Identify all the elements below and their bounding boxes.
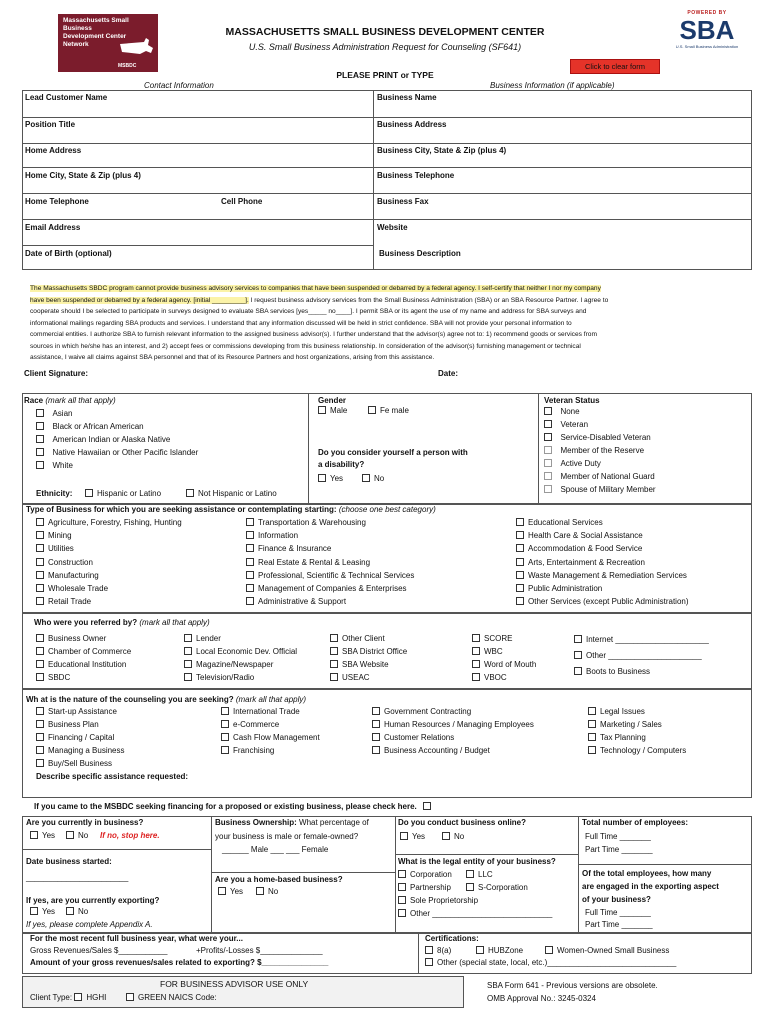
- checkbox-icon[interactable]: [221, 720, 229, 728]
- checkbox-icon[interactable]: [36, 746, 44, 754]
- biztype-c-1-checkbox[interactable]: Health Care & Social Assistance: [516, 531, 643, 540]
- full-time-field[interactable]: Full Time _______: [585, 832, 651, 841]
- checkbox-icon[interactable]: [36, 759, 44, 767]
- biztype-c-6-checkbox[interactable]: Other Services (except Public Administration): [516, 597, 689, 606]
- describe-assistance-label: Describe specific assistance requested:: [36, 772, 189, 781]
- part-time-field[interactable]: Part Time _______: [585, 845, 653, 854]
- home-based-no-checkbox[interactable]: No: [256, 887, 278, 896]
- biztype-b-1-checkbox[interactable]: Information: [246, 531, 298, 540]
- checkbox-icon[interactable]: [36, 597, 44, 605]
- checkbox-icon[interactable]: [246, 518, 254, 526]
- biz-desc-field[interactable]: Business Description: [379, 249, 461, 258]
- referral-b-0-checkbox[interactable]: Lender: [184, 634, 221, 643]
- checkbox-icon[interactable]: [574, 667, 582, 675]
- checkbox-icon[interactable]: [36, 673, 44, 681]
- biztype-a-5-checkbox[interactable]: Wholesale Trade: [36, 584, 108, 593]
- checkbox-icon[interactable]: [184, 634, 192, 642]
- checkbox-icon[interactable]: [372, 720, 380, 728]
- counsel-d-1-checkbox[interactable]: Marketing / Sales: [588, 720, 662, 729]
- biztype-c-2-checkbox[interactable]: Accommodation & Food Service: [516, 544, 642, 553]
- checkbox-icon[interactable]: [184, 647, 192, 655]
- biztype-b-6-checkbox[interactable]: Administrative & Support: [246, 597, 346, 606]
- cert-wosb-checkbox[interactable]: Women-Owned Small Business: [545, 946, 669, 955]
- omb-number: OMB Approval No.: 3245-0324: [487, 994, 596, 1003]
- counseling-box: [22, 688, 752, 798]
- referral-c-2-checkbox[interactable]: SBA Website: [330, 660, 389, 669]
- partnership-checkbox[interactable]: Partnership: [398, 883, 451, 892]
- biztype-c-4-checkbox[interactable]: Waste Management & Remediation Services: [516, 571, 687, 580]
- certification-statement: The Massachusetts SBDC program cannot provide business advisory services to companies that have been suspended or debarred by a federal agency. I self-certify that neither I nor my company have been suspended or debarred by a federal agency. [initial _________]. I request business advisory services from the Small Business Administration (SBA) or an SBA Resource Partner. I agree to cooperate should I be selected to participate in surveys designed to evaluate SBA services [yes_____ no____]. I permit SBA or its agent the use of my name and address for SBA surveys and informational mailings regarding SBA products and services. I understand that any information discussed will be held in strict confidence. SBA will not provide your personal information to commercial entities. I authorize SBA to furnish relevant information to the assigned business advisor(s). I further understand that the advisor(s) agree not to: 1) recommend goods or services from sources in which he/she has an interest, and 2) accept fees or commissions developing from this business relationship. In consideration of the advisor(s) furnishing management or technical assistance, I waive all claims against SBA personnel and that of its Resource Partners and host organizations, arising from this assistance.: [30, 285, 609, 361]
- checkbox-icon[interactable]: [574, 635, 582, 643]
- other-entity-checkbox[interactable]: Other ___________________________: [398, 909, 552, 918]
- not-hispanic-checkbox[interactable]: Not Hispanic or Latino: [186, 489, 277, 498]
- cert-8a-checkbox[interactable]: 8(a): [425, 946, 451, 955]
- referral-e-1-checkbox[interactable]: Other _____________________: [574, 651, 702, 660]
- counsel-b-2-checkbox[interactable]: Cash Flow Management: [221, 733, 320, 742]
- biztype-a-4-checkbox[interactable]: Manufacturing: [36, 571, 99, 580]
- page-title: MASSACHUSETTS SMALL BUSINESS DEVELOPMENT CENTER: [225, 26, 545, 38]
- biztype-a-6-checkbox[interactable]: Retail Trade: [36, 597, 91, 606]
- hispanic-checkbox[interactable]: Hispanic or Latino: [85, 489, 161, 498]
- biztype-a-3-checkbox[interactable]: Construction: [36, 558, 93, 567]
- spouse-checkbox[interactable]: Spouse of Military Member: [544, 485, 656, 494]
- counsel-d-2-checkbox[interactable]: Tax Planning: [588, 733, 646, 742]
- checkbox-icon[interactable]: [36, 558, 44, 566]
- checkbox-icon[interactable]: [472, 647, 480, 655]
- checkbox-icon[interactable]: [516, 597, 524, 605]
- biztype-a-1-checkbox[interactable]: Mining: [36, 531, 72, 540]
- home-city-field[interactable]: Home City, State & Zip (plus 4): [25, 171, 141, 180]
- biztype-c-5-checkbox[interactable]: Public Administration: [516, 584, 602, 593]
- sole-prop-checkbox[interactable]: Sole Proprietorship: [398, 896, 478, 905]
- profits-field[interactable]: +Profits/-Losses $______________: [196, 946, 323, 955]
- counsel-b-3-checkbox[interactable]: Franchising: [221, 746, 274, 755]
- green-naics-field[interactable]: GREEN NAICS Code:: [126, 993, 217, 1002]
- race-pacific-checkbox[interactable]: Native Hawaiian or Other Pacific Islander: [36, 448, 198, 457]
- msbdc-logo: Massachusetts Small Business Development Center Network MSBDC: [58, 14, 158, 72]
- print-note: PLEASE PRINT or TYPE: [336, 70, 434, 80]
- counsel-a-4-checkbox[interactable]: Buy/Sell Business: [36, 759, 112, 768]
- checkbox-icon[interactable]: [36, 584, 44, 592]
- biz-address-field[interactable]: Business Address: [377, 120, 447, 129]
- s-corp-checkbox[interactable]: S-Corporation: [466, 883, 528, 892]
- race-asian-checkbox[interactable]: Asian: [36, 409, 72, 418]
- checkbox-icon[interactable]: [588, 707, 596, 715]
- biz-name-field[interactable]: Business Name: [377, 93, 437, 102]
- checkbox-icon[interactable]: [184, 673, 192, 681]
- race-black-checkbox[interactable]: Black or African American: [36, 422, 144, 431]
- male-checkbox[interactable]: Male: [318, 406, 347, 415]
- financing-checkbox[interactable]: [423, 802, 431, 810]
- checkbox-icon[interactable]: [246, 584, 254, 592]
- checkbox-icon[interactable]: [246, 558, 254, 566]
- checkbox-icon[interactable]: [330, 647, 338, 655]
- checkbox-icon[interactable]: [36, 707, 44, 715]
- home-address-field[interactable]: Home Address: [25, 146, 82, 155]
- website-field[interactable]: Website: [377, 223, 408, 232]
- checkbox-icon[interactable]: [36, 531, 44, 539]
- cell-field[interactable]: Cell Phone: [221, 197, 263, 206]
- checkbox-icon[interactable]: [516, 584, 524, 592]
- checkbox-icon[interactable]: [36, 733, 44, 741]
- national-guard-checkbox[interactable]: Member of National Guard: [544, 472, 655, 481]
- checkbox-icon[interactable]: [246, 597, 254, 605]
- referral-c-1-checkbox[interactable]: SBA District Office: [330, 647, 407, 656]
- checkbox-icon[interactable]: [372, 707, 380, 715]
- referral-b-3-checkbox[interactable]: Television/Radio: [184, 673, 254, 682]
- corporation-checkbox[interactable]: Corporation: [398, 870, 452, 879]
- biz-city-field[interactable]: Business City, State & Zip (plus 4): [377, 146, 507, 155]
- form-number: SBA Form 641 - Previous versions are obsolete.: [487, 981, 658, 990]
- online-no-checkbox[interactable]: No: [442, 832, 464, 841]
- counsel-c-0-checkbox[interactable]: Government Contracting: [372, 707, 471, 716]
- biz-tel-field[interactable]: Business Telephone: [377, 171, 455, 180]
- home-based-yes-checkbox[interactable]: Yes: [218, 887, 243, 896]
- checkbox-icon[interactable]: [588, 733, 596, 741]
- checkbox-icon[interactable]: [221, 707, 229, 715]
- referral-a-0-checkbox[interactable]: Business Owner: [36, 634, 106, 643]
- referral-a-1-checkbox[interactable]: Chamber of Commerce: [36, 647, 131, 656]
- checkbox-icon[interactable]: [36, 518, 44, 526]
- checkbox-icon[interactable]: [330, 660, 338, 668]
- cert-other-checkbox[interactable]: Other (special state, local, etc.)_____________________________: [425, 958, 676, 967]
- disability-yes-checkbox[interactable]: Yes: [318, 474, 343, 483]
- checkbox-icon[interactable]: [36, 634, 44, 642]
- referral-d-2-checkbox[interactable]: Word of Mouth: [472, 660, 536, 669]
- counsel-b-1-checkbox[interactable]: e-Commerce: [221, 720, 279, 729]
- veteran-checkbox[interactable]: Veteran: [544, 420, 588, 429]
- counsel-c-2-checkbox[interactable]: Customer Relations: [372, 733, 454, 742]
- checkbox-icon[interactable]: [221, 746, 229, 754]
- disability-no-checkbox[interactable]: No: [362, 474, 384, 483]
- referral-c-3-checkbox[interactable]: USEAC: [330, 673, 370, 682]
- ethnicity-label: Ethnicity:: [36, 489, 73, 498]
- counsel-a-2-checkbox[interactable]: Financing / Capital: [36, 733, 114, 742]
- biztype-b-3-checkbox[interactable]: Real Estate & Rental & Leasing: [246, 558, 370, 567]
- referral-d-1-checkbox[interactable]: WBC: [472, 647, 503, 656]
- counsel-c-3-checkbox[interactable]: Business Accounting / Budget: [372, 746, 490, 755]
- checkbox-icon[interactable]: [516, 544, 524, 552]
- veteran-none-checkbox[interactable]: None: [544, 407, 580, 416]
- biz-fax-field[interactable]: Business Fax: [377, 197, 429, 206]
- referral-b-1-checkbox[interactable]: Local Economic Dev. Official: [184, 647, 297, 656]
- referral-e-0-checkbox[interactable]: Internet _____________________: [574, 635, 709, 644]
- race-white-checkbox[interactable]: White: [36, 461, 73, 470]
- referral-a-3-checkbox[interactable]: SBDC: [36, 673, 70, 682]
- counsel-d-0-checkbox[interactable]: Legal Issues: [588, 707, 645, 716]
- referral-e-2-checkbox[interactable]: Boots to Business: [574, 667, 650, 676]
- checkbox-icon[interactable]: [246, 571, 254, 579]
- biztype-b-5-checkbox[interactable]: Management of Companies & Enterprises: [246, 584, 407, 593]
- online-yes-checkbox[interactable]: Yes: [400, 832, 425, 841]
- hghi-checkbox[interactable]: [74, 993, 82, 1001]
- checkbox-icon[interactable]: [36, 544, 44, 552]
- checkbox-icon[interactable]: [588, 720, 596, 728]
- female-checkbox[interactable]: Fe male: [368, 406, 409, 415]
- counsel-a-0-checkbox[interactable]: Start-up Assistance: [36, 707, 117, 716]
- reserve-checkbox[interactable]: Member of the Reserve: [544, 446, 644, 455]
- date-label[interactable]: Date:: [438, 369, 459, 378]
- biztype-c-3-checkbox[interactable]: Arts, Entertainment & Recreation: [516, 558, 645, 567]
- checkbox-icon[interactable]: [330, 673, 338, 681]
- biztype-a-2-checkbox[interactable]: Utilities: [36, 544, 74, 553]
- dob-field[interactable]: Date of Birth (optional): [25, 249, 112, 258]
- checkbox-icon[interactable]: [246, 544, 254, 552]
- checkbox-icon[interactable]: [472, 673, 480, 681]
- checkbox-icon[interactable]: [36, 720, 44, 728]
- export-part-time-field[interactable]: Part Time _______: [585, 920, 653, 929]
- biztype-b-0-checkbox[interactable]: Transportation & Warehousing: [246, 518, 366, 527]
- checkbox-icon[interactable]: [36, 647, 44, 655]
- contact-grid: [22, 90, 752, 270]
- exporting-no-checkbox[interactable]: No: [66, 907, 88, 916]
- export-revenue-field[interactable]: Amount of your gross revenues/sales related to exporting? $_______________: [30, 958, 329, 967]
- counsel-a-1-checkbox[interactable]: Business Plan: [36, 720, 99, 729]
- export-full-time-field[interactable]: Full Time _______: [585, 908, 651, 917]
- client-type-label: Client Type: HGHI: [30, 993, 107, 1002]
- counsel-b-0-checkbox[interactable]: International Trade: [221, 707, 300, 716]
- disabled-veteran-checkbox[interactable]: Service-Disabled Veteran: [544, 433, 651, 442]
- checkbox-icon[interactable]: [472, 634, 480, 642]
- checkbox-icon[interactable]: [574, 651, 582, 659]
- llc-checkbox[interactable]: LLC: [466, 870, 493, 879]
- in-business-yes-checkbox[interactable]: Yes: [30, 831, 55, 840]
- counsel-a-3-checkbox[interactable]: Managing a Business: [36, 746, 125, 755]
- ownership-percent-field[interactable]: ______ Male ___ ___ Female: [222, 845, 329, 854]
- checkbox-icon[interactable]: [221, 733, 229, 741]
- checkbox-icon[interactable]: [36, 660, 44, 668]
- contact-section-title: Contact Information: [144, 81, 214, 90]
- sba-logo: POWERED BY SBA U.S. Small Business Administration: [675, 10, 739, 49]
- counsel-c-1-checkbox[interactable]: Human Resources / Managing Employees: [372, 720, 534, 729]
- referral-d-0-checkbox[interactable]: SCORE: [472, 634, 512, 643]
- checkbox-icon[interactable]: [516, 531, 524, 539]
- page-subtitle: U.S. Small Business Administration Request for Counseling (SF641): [248, 42, 522, 52]
- referral-a-2-checkbox[interactable]: Educational Institution: [36, 660, 126, 669]
- checkbox-icon[interactable]: [516, 518, 524, 526]
- biztype-b-2-checkbox[interactable]: Finance & Insurance: [246, 544, 331, 553]
- checkbox-icon[interactable]: [184, 660, 192, 668]
- checkbox-icon[interactable]: [36, 571, 44, 579]
- counsel-d-3-checkbox[interactable]: Technology / Computers: [588, 746, 686, 755]
- date-started-field[interactable]: _______________________: [26, 873, 129, 882]
- race-native-checkbox[interactable]: American Indian or Alaska Native: [36, 435, 170, 444]
- home-tel-field[interactable]: Home Telephone: [25, 197, 89, 206]
- checkbox-icon[interactable]: [330, 634, 338, 642]
- financing-question: If you came to the MSBDC seeking financing for a proposed or existing business, please check here.: [34, 802, 435, 811]
- checkbox-icon[interactable]: [246, 531, 254, 539]
- client-signature-label[interactable]: Client Signature:: [24, 369, 89, 378]
- position-field[interactable]: Position Title: [25, 120, 76, 129]
- exporting-yes-checkbox[interactable]: Yes: [30, 907, 55, 916]
- referral-d-3-checkbox[interactable]: VBOC: [472, 673, 507, 682]
- active-duty-checkbox[interactable]: Active Duty: [544, 459, 601, 468]
- email-field[interactable]: Email Address: [25, 223, 81, 232]
- biztype-b-4-checkbox[interactable]: Professional, Scientific & Technical Services: [246, 571, 414, 580]
- clear-form-button[interactable]: Click to clear form: [570, 59, 660, 74]
- business-section-title: Business Information (if applicable): [490, 81, 615, 90]
- checkbox-icon[interactable]: [588, 746, 596, 754]
- in-business-no-checkbox[interactable]: No: [66, 831, 88, 840]
- cert-hubzone-checkbox[interactable]: HUBZone: [476, 946, 523, 955]
- checkbox-icon[interactable]: [516, 571, 524, 579]
- biztype-c-0-checkbox[interactable]: Educational Services: [516, 518, 603, 527]
- checkbox-icon[interactable]: [372, 746, 380, 754]
- biztype-a-0-checkbox[interactable]: Agriculture, Forestry, Fishing, Hunting: [36, 518, 182, 527]
- lead-name-field[interactable]: Lead Customer Name: [25, 93, 108, 102]
- checkbox-icon[interactable]: [516, 558, 524, 566]
- checkbox-icon[interactable]: [472, 660, 480, 668]
- referral-b-2-checkbox[interactable]: Magazine/Newspaper: [184, 660, 273, 669]
- referral-c-0-checkbox[interactable]: Other Client: [330, 634, 385, 643]
- gross-revenue-field[interactable]: Gross Revenues/Sales $___________: [30, 946, 168, 955]
- checkbox-icon[interactable]: [372, 733, 380, 741]
